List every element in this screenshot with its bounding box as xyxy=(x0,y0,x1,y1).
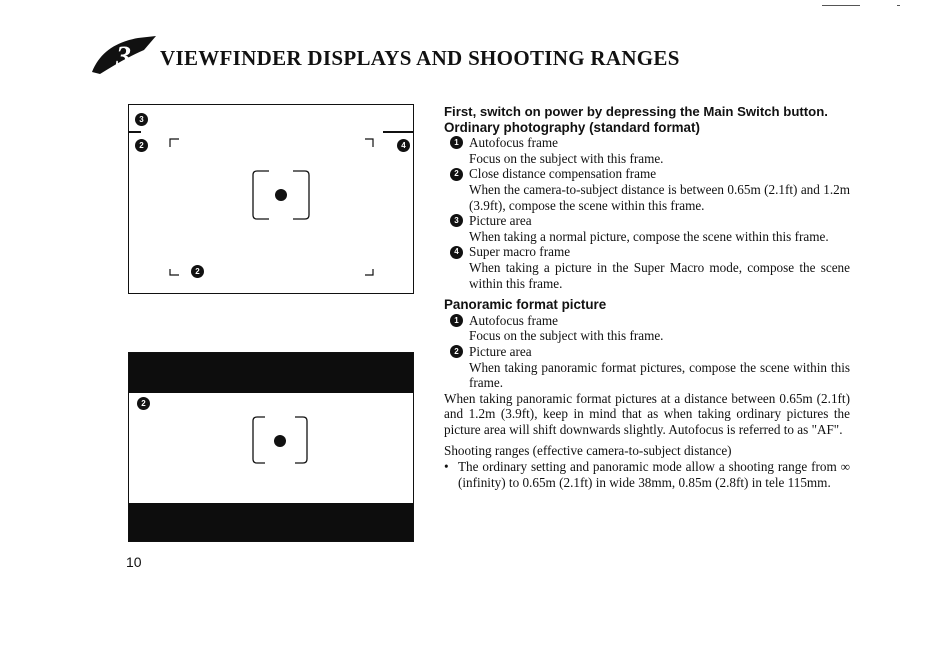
item-desc: When the camera-to-subject distance is between 0.65m (2.1ft) and 1.2m (3.9ft), compose the scene within this frame. xyxy=(469,181,850,213)
num-2-icon: 2 xyxy=(450,168,463,181)
marker-4-icon: 4 xyxy=(397,139,410,152)
viewfinder-diagram-ordinary xyxy=(128,104,414,294)
panoramic-autofocus-frame xyxy=(129,353,415,543)
item-label: Picture area xyxy=(469,213,532,229)
num-4-icon: 4 xyxy=(450,246,463,259)
bullet-marker: • xyxy=(444,459,449,475)
shooting-bullet xyxy=(444,459,850,490)
top-rule xyxy=(822,5,860,6)
marker-2-icon: 2 xyxy=(135,139,148,152)
panoramic-heading: Panoramic format picture xyxy=(444,297,607,313)
viewfinder-diagram-panoramic xyxy=(128,352,414,542)
marker-2-panoramic-icon: 2 xyxy=(137,397,150,410)
num-3-icon: 3 xyxy=(450,214,463,227)
item-desc: When taking a picture in the Super Macro mode, compose the scene within this frame. xyxy=(469,259,850,291)
panoramic-item-1 xyxy=(444,313,850,329)
ordinary-item-3 xyxy=(444,213,850,229)
instruction-column xyxy=(444,104,850,490)
chapter-badge-icon xyxy=(86,30,158,76)
item-desc: When taking panoramic format pictures, compose the scene within this frame. xyxy=(469,359,850,391)
ordinary-item-2 xyxy=(444,166,850,182)
item-label: Autofocus frame xyxy=(469,135,558,151)
marker-2-bottom-icon: 2 xyxy=(191,265,204,278)
shooting-heading: Shooting ranges (effective camera-to-subject distance) xyxy=(444,443,732,459)
item-label: Super macro frame xyxy=(469,244,571,260)
item-desc: Focus on the subject with this frame. xyxy=(469,150,664,166)
ordinary-heading: Ordinary photography (standard format) xyxy=(444,119,700,135)
intro-text: First, switch on power by depressing the Main Switch button. xyxy=(444,104,828,119)
page-number: 10 xyxy=(126,554,142,570)
num-1-icon: 1 xyxy=(450,136,463,149)
num-2-icon: 2 xyxy=(450,345,463,358)
panoramic-item-2 xyxy=(444,344,850,360)
chapter-number: 3 xyxy=(116,40,131,73)
close-distance-frame-marks xyxy=(129,105,415,295)
top-rule-dot xyxy=(897,5,900,6)
ordinary-item-1 xyxy=(444,135,850,151)
ordinary-item-4 xyxy=(444,244,850,260)
item-desc: Focus on the subject with this frame. xyxy=(469,328,664,344)
marker-3-icon: 3 xyxy=(135,113,148,126)
panoramic-af-dot xyxy=(274,435,286,447)
num-1-icon: 1 xyxy=(450,314,463,327)
item-label: Picture area xyxy=(469,343,532,359)
page-title: VIEWFINDER DISPLAYS AND SHOOTING RANGES xyxy=(160,46,680,70)
item-desc: When taking a normal picture, compose the scene within this frame. xyxy=(469,228,829,244)
item-label: Autofocus frame xyxy=(469,312,558,328)
shooting-text: The ordinary setting and panoramic mode allow a shooting range from ∞ (infinity) to 0.65m (2.1ft) in wide 38mm, 0.85m (2.8ft) in tele 115mm. xyxy=(458,459,850,490)
panoramic-note: When taking panoramic format pictures at a distance between 0.65m (2.1ft) and 1.2m (3.9ft), keep in mind that as when taking ordinary pictures the picture area will shift downwards slightly. Autofocus is referred to as "AF". xyxy=(444,390,850,437)
item-label: Close distance compensation frame xyxy=(469,166,657,182)
autofocus-frame-dot xyxy=(275,189,287,201)
